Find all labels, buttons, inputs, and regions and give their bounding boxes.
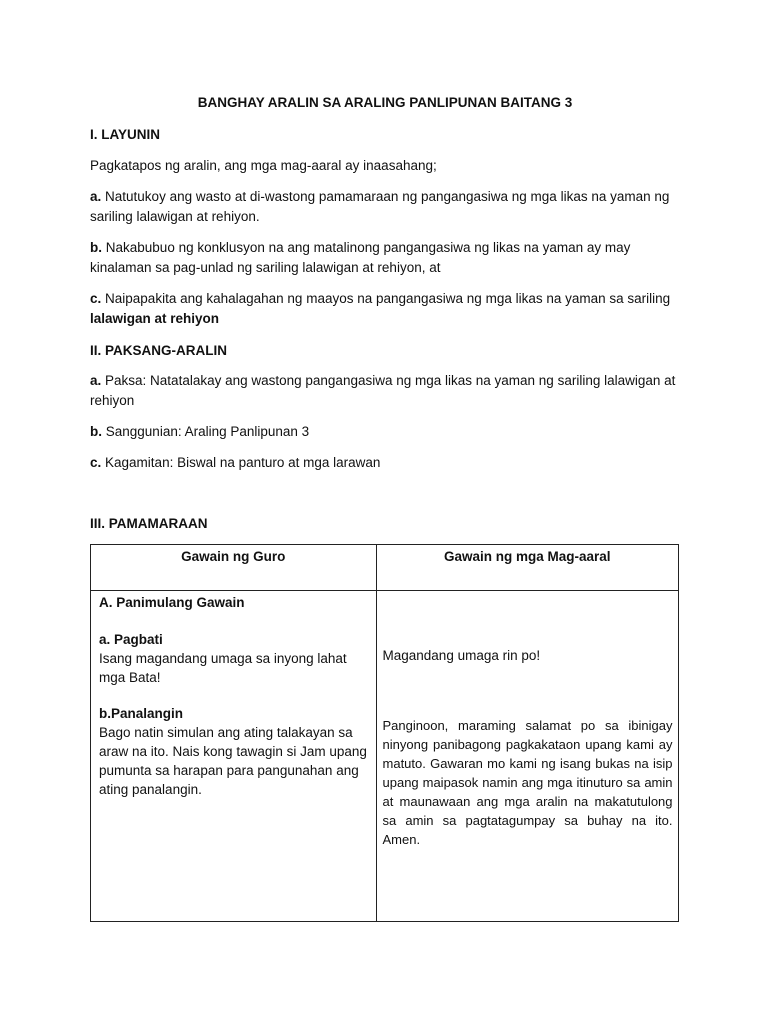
paksa-c-text: Kagamitan: Biswal na panturo at mga larawan xyxy=(105,455,381,470)
table-row xyxy=(91,591,679,922)
objective-a-text: Natutukoy ang wasto at di-wastong pamamaraan ng pangangasiwa ng mga likas na yaman ng sariling lalawigan at rehiyon. xyxy=(90,189,670,224)
col-students-header: Gawain ng mga Mag-aaral xyxy=(376,545,678,591)
paksa-b xyxy=(90,422,680,442)
greeting-reply: Magandang umaga rin po! xyxy=(382,648,541,663)
pagbati-label: a. Pagbati xyxy=(99,632,163,647)
objective-a-label: a. xyxy=(90,189,102,204)
document-title: BANGHAY ARALIN SA ARALING PANLIPUNAN BAITANG 3 xyxy=(197,95,573,110)
paksa-c-label: c. xyxy=(90,455,102,470)
objective-c-bold: lalawigan at rehiyon xyxy=(90,311,220,326)
col-teacher-header: Gawain ng Guro xyxy=(91,545,377,591)
student-activity-cell xyxy=(376,591,678,922)
paksa-a-label: a. xyxy=(90,373,102,388)
prayer-text: Panginoon, maraming salamat po sa ibinigay ninyong panibagong pagkakataon upang kami ay matuto. Gawaran mo kami ng isang bukas na isip upang maipasok namin ang mga itinuturo sa amin at maunawaan ang mga aralin na makatutulong sa amin sa pagtatagumpay sa buhay na ito. Amen. xyxy=(382,718,673,847)
section-paksang-aralin-heading: II. PAKSANG-ARALIN xyxy=(90,343,227,358)
paksa-b-label: b. xyxy=(90,424,102,439)
paksa-c xyxy=(90,453,680,473)
teacher-activity-cell xyxy=(91,591,377,922)
paksa-b-text: Sanggunian: Araling Panlipunan 3 xyxy=(105,424,310,439)
objective-c xyxy=(90,289,680,329)
panalangin-text: Bago natin simulan ang ating talakayan sa araw na ito. Nais kong tawagin si Jam upang pumunta sa harapan para pangunahan ang ating panalangin. xyxy=(99,725,367,797)
table-header-row xyxy=(91,545,679,591)
objective-c-label: c. xyxy=(90,291,102,306)
panalangin-label: b.Panalangin xyxy=(99,706,184,721)
objective-c-text: Naipapakita ang kahalagahan ng maayos na pangangasiwa ng mga likas na yaman sa sariling xyxy=(105,291,671,306)
section-layunin-heading: I. LAYUNIN xyxy=(90,127,161,142)
objective-b-label: b. xyxy=(90,240,102,255)
section-pamamaraan-heading: III. PAMAMARAAN xyxy=(90,516,208,531)
procedure-table xyxy=(90,544,679,922)
pagbati-text: Isang magandang umaga sa inyong lahat mga Bata! xyxy=(99,651,347,685)
objective-b-text: Nakabubuo ng konklusyon na ang matalinong pangangasiwa ng likas na yaman ay may kinalaman sa pag-unlad ng sariling lalawigan at rehiyon, at xyxy=(90,240,631,275)
objective-a xyxy=(90,187,680,227)
intro-text: Pagkatapos ng aralin, ang mga mag-aaral ay inaasahang; xyxy=(90,158,437,173)
panimulang-gawain-heading: A. Panimulang Gawain xyxy=(99,595,245,610)
paksa-a-text: Paksa: Natatalakay ang wastong pangangasiwa ng mga likas na yaman ng sariling lalawigan at rehiyon xyxy=(90,373,676,408)
objective-b xyxy=(90,238,680,278)
paksa-a xyxy=(90,371,680,411)
